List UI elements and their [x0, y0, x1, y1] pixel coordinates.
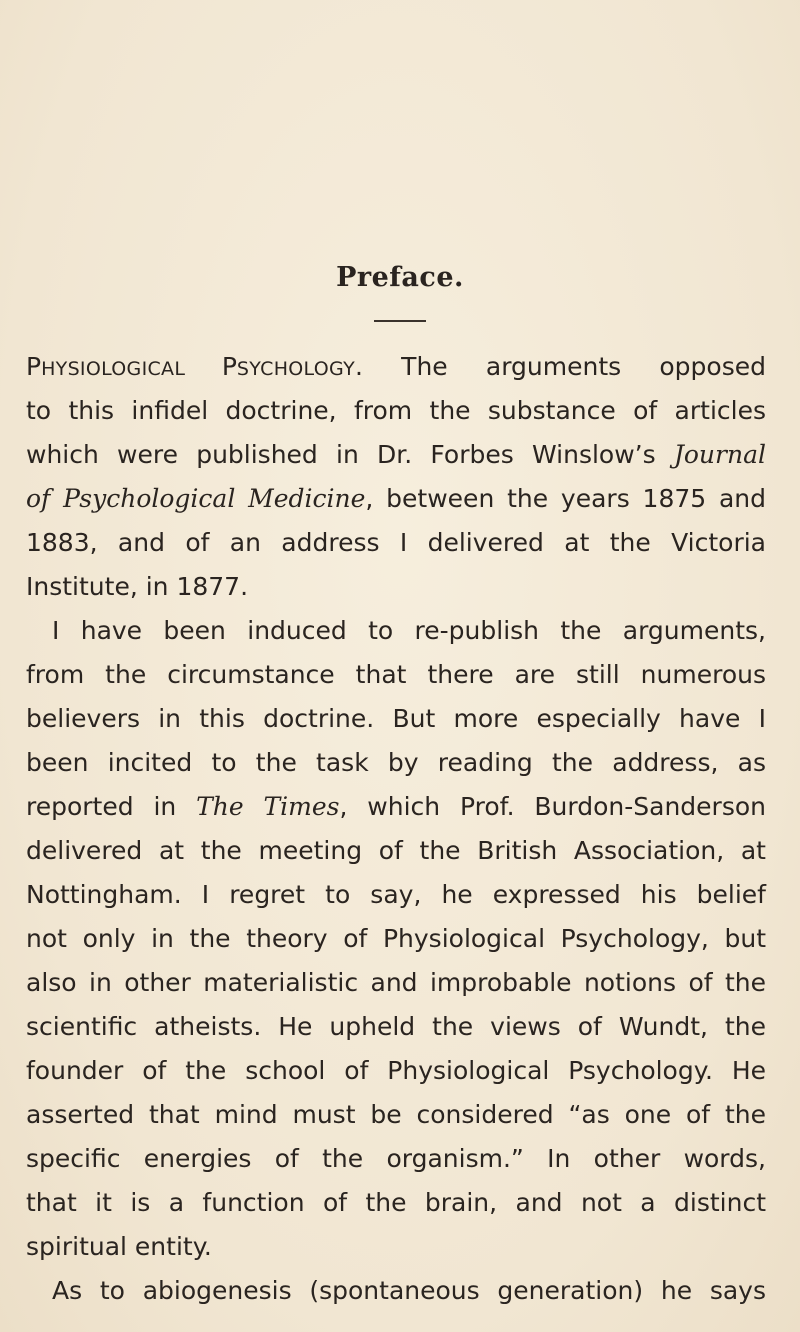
text-line: specific energies of the organism.” In other words, [26, 1144, 766, 1173]
body-text [26, 345, 766, 1313]
text-line: asserted that mind must be considered “as one of the [26, 1100, 766, 1129]
text-line: I have been induced to re-publish the arguments, [52, 616, 766, 645]
text-line: delivered at the meeting of the British Association, at [26, 836, 766, 865]
text-line: Nottingham. I regret to say, he expressed his belief [26, 880, 766, 909]
text-line: from the circumstance that there are still numerous [26, 660, 766, 689]
heading-rule [374, 320, 426, 322]
page-heading: Preface. [336, 262, 464, 293]
newspaper-title: The Times [196, 792, 340, 821]
text-line: believers in this doctrine. But more especially have I [26, 704, 766, 733]
text-line: not only in the theory of Physiological Psychology, but [26, 924, 766, 953]
journal-title: Journal [673, 440, 766, 469]
text-line: also in other materialistic and improbable notions of the [26, 968, 766, 997]
text-line: of Psychological Medicine, between the years 1875 and [26, 484, 766, 513]
text-line: PHYSIOLOGICAL PSYCHOLOGY. The arguments opposed [26, 352, 766, 381]
text-line: spiritual entity. [26, 1232, 212, 1261]
text-line: been incited to the task by reading the address, as [26, 748, 766, 777]
journal-title-cont: of Psychological Medicine [26, 484, 366, 513]
text-line: founder of the school of Physiological Psychology. He [26, 1056, 766, 1085]
text-line: that it is a function of the brain, and not a distinct [26, 1188, 766, 1217]
text-line: scientific atheists. He upheld the views of Wundt, the [26, 1012, 766, 1041]
text-line: which were published in Dr. Forbes Winslow’s Journal [26, 440, 766, 469]
text-line: to this infidel doctrine, from the substance of articles [26, 396, 766, 425]
text-line: reported in The Times, which Prof. Burdon-Sanderson [26, 792, 766, 821]
text-line: 1883, and of an address I delivered at the Victoria [26, 528, 766, 557]
text-line: As to abiogenesis (spontaneous generation) he says [52, 1276, 766, 1305]
text-line: Institute, in 1877. [26, 572, 249, 601]
